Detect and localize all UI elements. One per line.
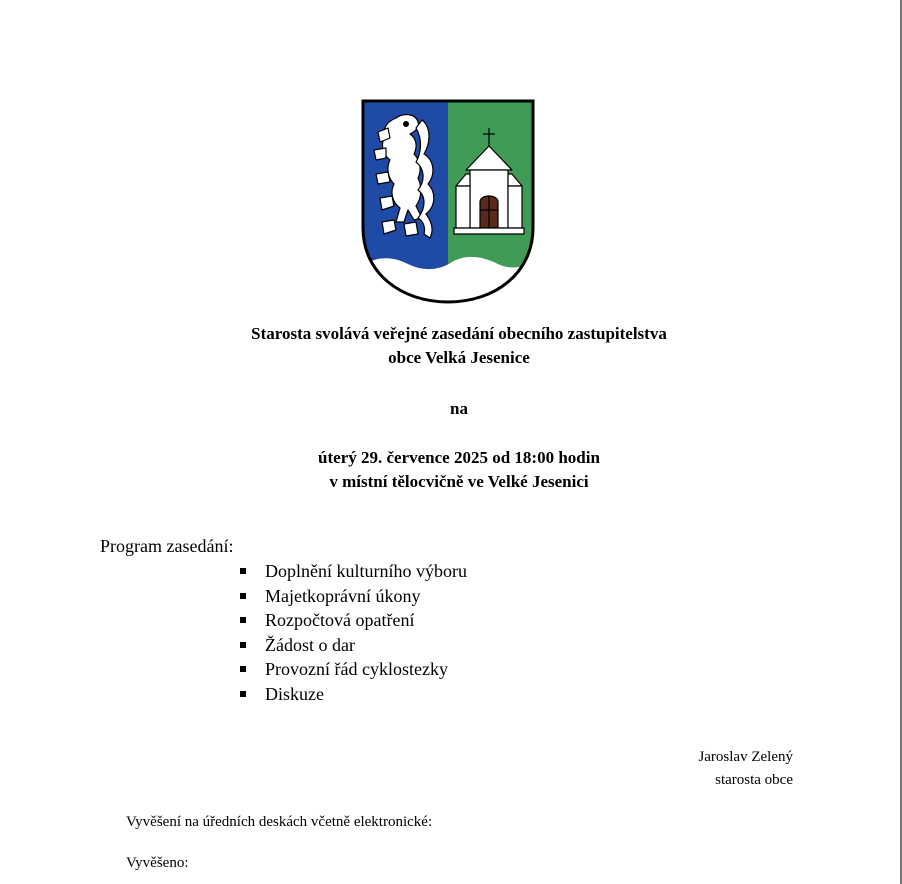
program-item xyxy=(238,682,467,707)
program-item-text: Diskuze xyxy=(265,683,324,704)
program-item xyxy=(238,559,467,584)
signature-name: Jaroslav Zelený xyxy=(698,749,793,765)
signature-role: starosta obce xyxy=(715,772,793,788)
program-item xyxy=(238,633,467,658)
heading-line-1: Starosta svolává veřejné zasedání obecního zastupitelstva xyxy=(251,324,667,343)
bullet-square-icon xyxy=(240,691,246,697)
bullet-square-icon xyxy=(240,593,246,599)
meeting-date-place xyxy=(0,446,902,494)
announcement-heading xyxy=(0,322,902,370)
bullet-square-icon xyxy=(240,568,246,574)
bullet-square-icon xyxy=(240,617,246,623)
posting-notice-label: Vyvěšení na úředních deskách včetně elektronické: xyxy=(126,814,433,830)
signature-block xyxy=(698,746,793,792)
heading-na xyxy=(0,397,902,421)
program-label: Program zasedání: xyxy=(100,536,234,556)
program-item-text: Doplnění kulturního výboru xyxy=(265,561,467,581)
program-item xyxy=(238,584,467,609)
bullet-square-icon xyxy=(240,666,246,672)
program-item-text: Majetkoprávní úkony xyxy=(265,585,421,606)
meeting-date: úterý 29. července 2025 od 18:00 hodin xyxy=(318,448,600,467)
coat-of-arms-emblem xyxy=(360,98,536,305)
bullet-square-icon xyxy=(240,642,246,648)
program-item-text: Rozpočtová opatření xyxy=(265,610,415,631)
program-item-text: Provozní řád cyklostezky xyxy=(265,659,448,680)
program-list xyxy=(238,559,467,707)
heading-na-text: na xyxy=(450,399,468,418)
posted-label: Vyvěšeno: xyxy=(126,855,189,871)
meeting-place: v místní tělocvičně ve Velké Jesenici xyxy=(329,472,589,491)
heading-line-2: obce Velká Jesenice xyxy=(388,348,530,367)
program-item xyxy=(238,657,467,682)
program-item-text: Žádost o dar xyxy=(265,634,355,655)
program-item xyxy=(238,608,467,633)
